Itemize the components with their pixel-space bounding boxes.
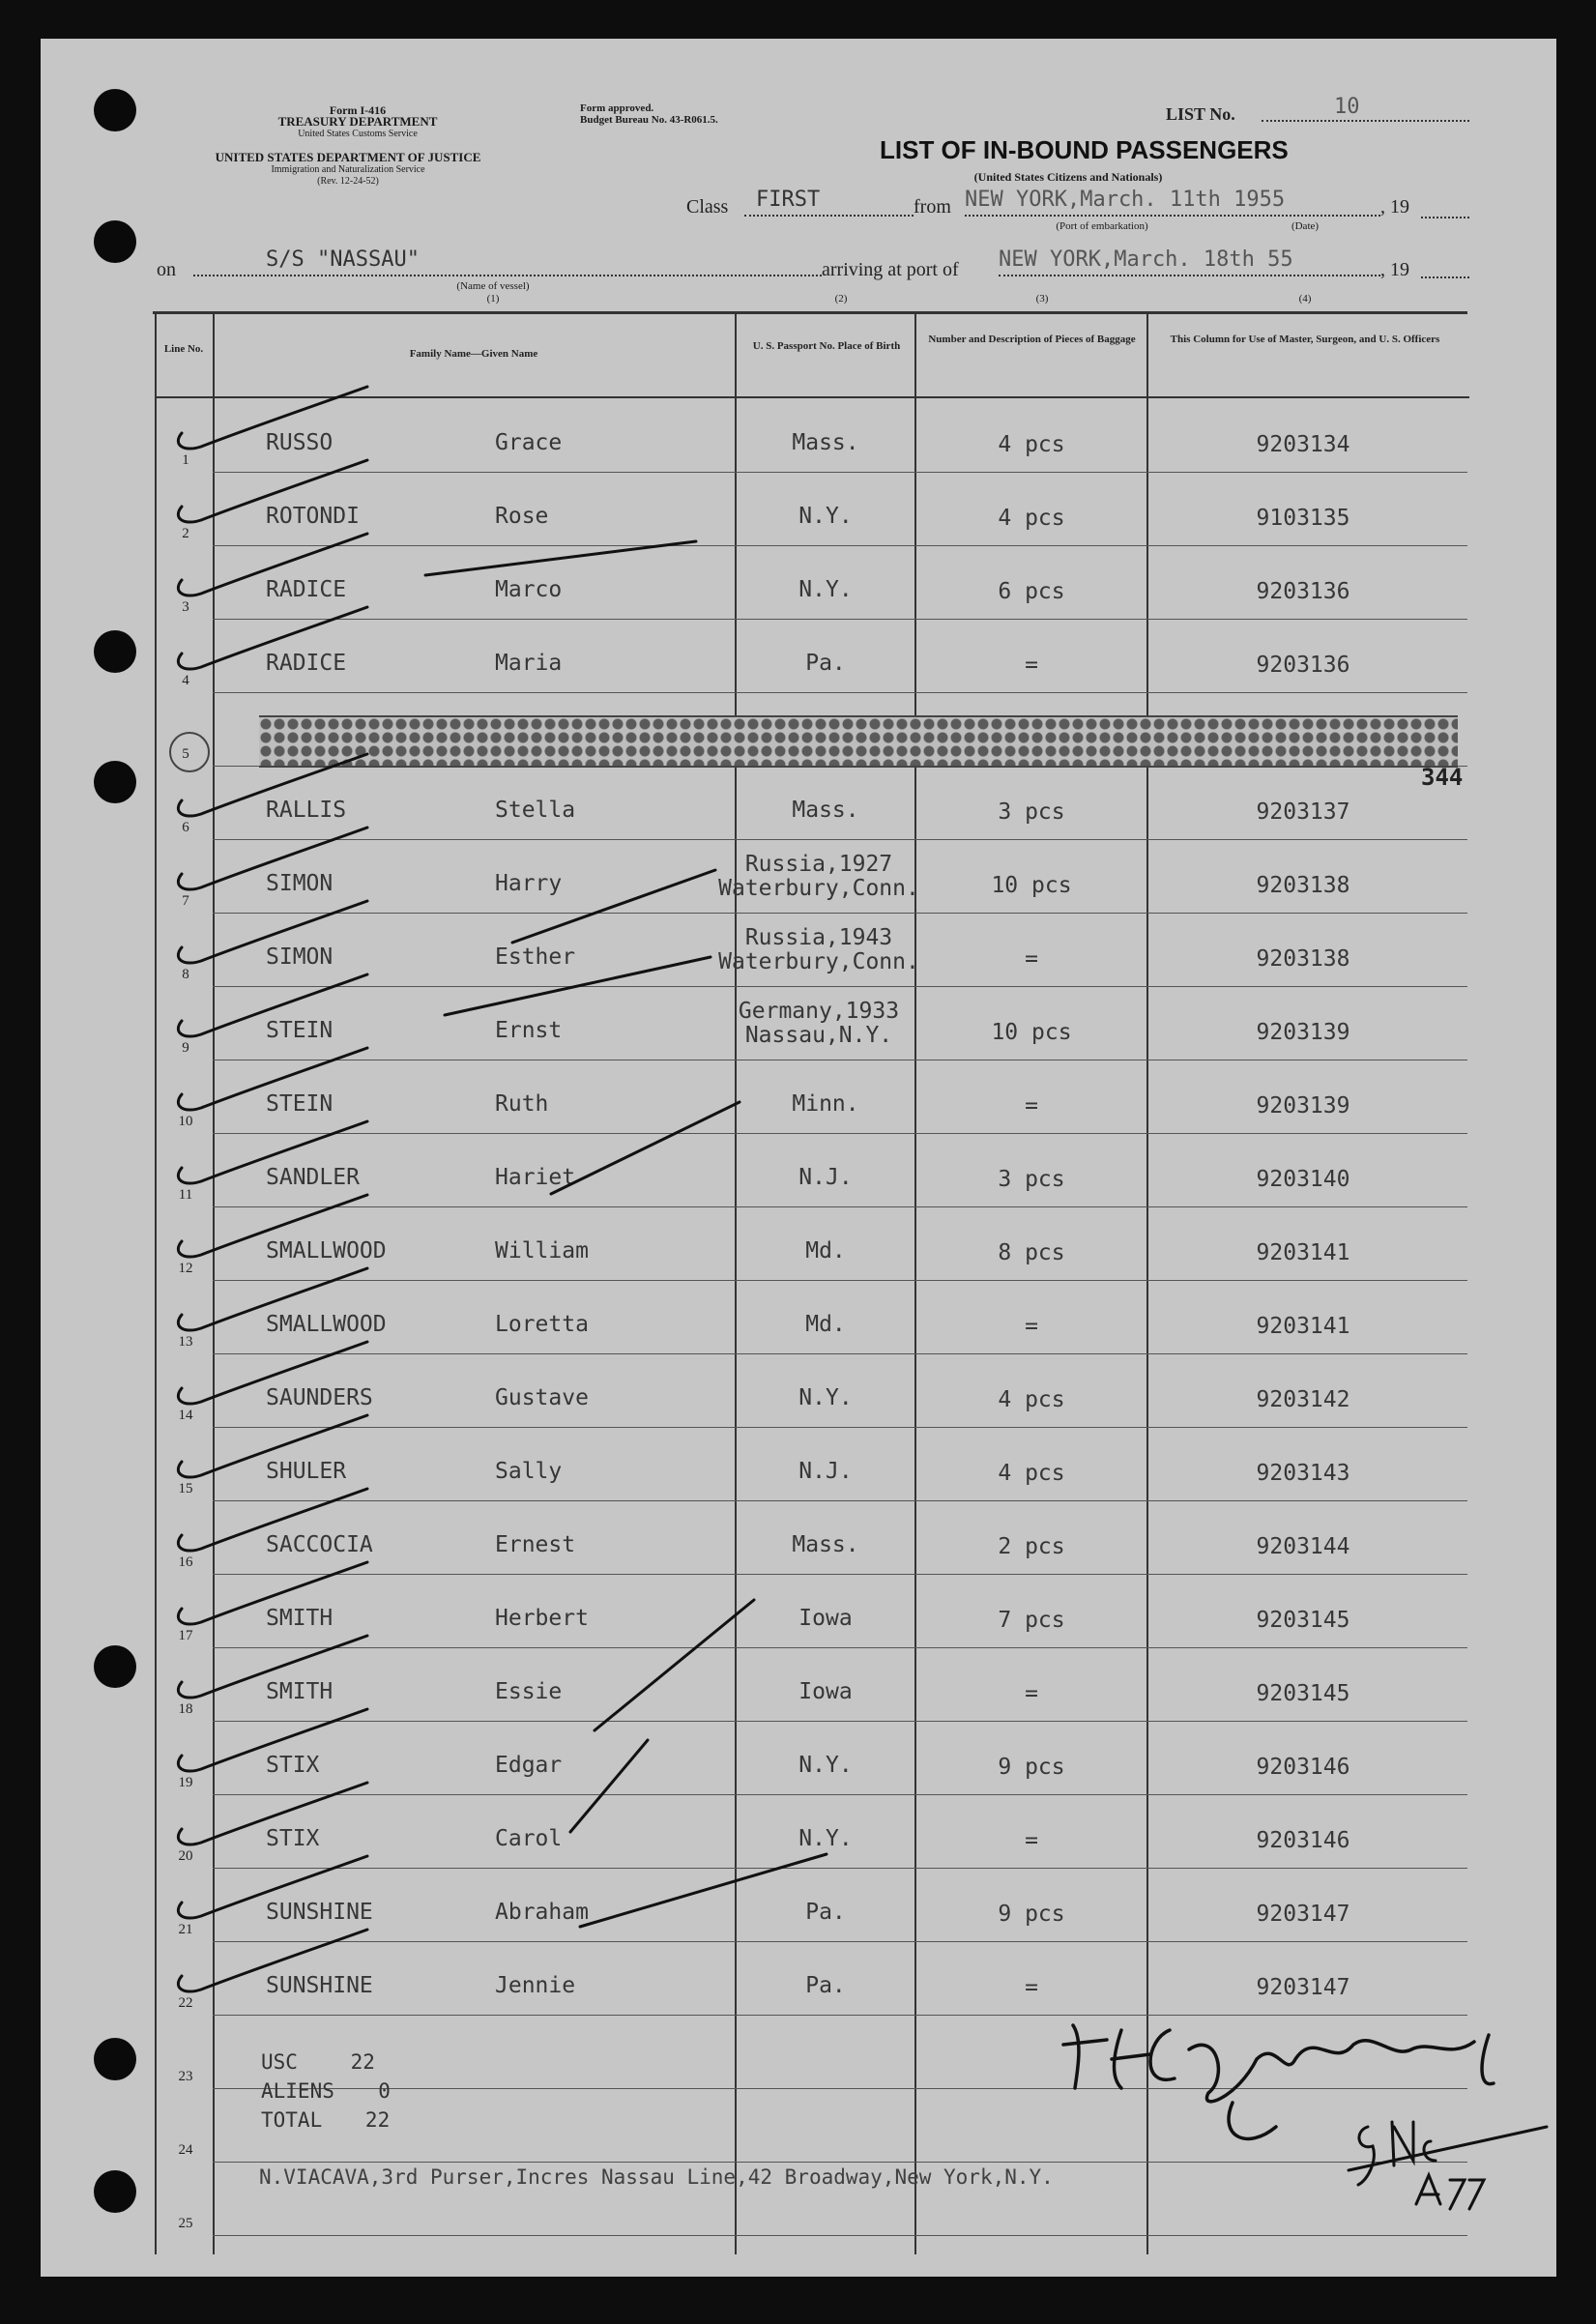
baggage-count: 3 pcs	[998, 799, 1065, 825]
place-of-birth-city: Waterbury,Conn.	[718, 876, 919, 901]
given-name: Jennie	[495, 1973, 576, 1998]
given-name: Ruth	[495, 1091, 549, 1117]
officer-code: 9203145	[1256, 1681, 1350, 1706]
place-of-birth: Mass.	[792, 798, 859, 823]
place-of-birth: Mass.	[792, 430, 859, 455]
family-name: SIMON	[266, 944, 334, 970]
baggage-count: 10 pcs	[991, 873, 1072, 898]
customs-service: United States Customs Service	[298, 129, 418, 139]
revision: (Rev. 12-24-52)	[317, 176, 379, 187]
check-mark	[178, 387, 367, 449]
place-of-birth-city: Nassau,N.Y.	[744, 1023, 893, 1048]
check-mark	[178, 754, 367, 816]
family-name: STEIN	[266, 1091, 334, 1117]
total-count: 22	[364, 2108, 391, 2132]
place-of-birth: Pa.	[805, 1900, 846, 1925]
check-mark	[178, 1415, 367, 1477]
place-of-birth: Pa.	[805, 651, 846, 676]
check-mark	[178, 1783, 367, 1845]
header-line-no: Line No.	[163, 343, 204, 355]
place-of-birth: Iowa	[798, 1606, 853, 1631]
line-number: 17	[178, 1628, 193, 1643]
justice-dept: UNITED STATES DEPARTMENT OF JUSTICE	[215, 150, 481, 164]
header-officers: This Column for Use of Master, Surgeon, and U. S. Officers	[1170, 334, 1440, 345]
given-name: Abraham	[495, 1900, 589, 1925]
given-name: Essie	[495, 1679, 563, 1704]
line-number: 23	[178, 2069, 193, 2084]
officer-code: 9203139	[1256, 1020, 1350, 1045]
ins-service: Immigration and Naturalization Service	[271, 164, 425, 175]
check-mark	[178, 1268, 367, 1330]
usc-count: 22	[350, 2050, 375, 2074]
baggage-count: =	[1025, 653, 1038, 678]
form-number: Form I-416	[329, 103, 387, 117]
place-of-birth: N.Y.	[798, 504, 853, 529]
line-number: 4	[182, 673, 189, 688]
line-number: 21	[178, 1922, 193, 1937]
arriving-label: arriving at port of	[822, 259, 959, 280]
check-mark	[178, 901, 367, 963]
check-mark	[178, 1930, 367, 1991]
line-number: 11	[178, 1187, 193, 1203]
check-mark	[178, 828, 367, 889]
check-mark	[178, 1048, 367, 1110]
line-number: 6	[182, 820, 189, 835]
given-name: Marco	[495, 577, 563, 602]
line-number: 7	[182, 893, 189, 909]
year-suffix-2: , 19	[1380, 259, 1409, 280]
officer-code: 9203144	[1256, 1534, 1350, 1559]
check-mark	[178, 534, 367, 596]
header-passport: U. S. Passport No. Place of Birth	[752, 340, 901, 352]
officer-code: 9203143	[1256, 1461, 1350, 1486]
baggage-count: =	[1025, 1093, 1038, 1118]
line-number: 20	[178, 1848, 193, 1864]
place-of-birth: N.Y.	[798, 577, 853, 602]
line-number: 15	[178, 1481, 193, 1496]
line-number: 22	[178, 1995, 193, 2011]
list-no-label: LIST No.	[1166, 104, 1235, 124]
family-name: RALLIS	[266, 798, 347, 823]
slash-mark	[512, 870, 715, 943]
baggage-count: =	[1025, 1975, 1038, 2000]
given-name: Esther	[495, 944, 576, 970]
on-label: on	[157, 259, 176, 280]
place-of-birth: Russia,1927	[744, 852, 893, 877]
line-number: 1	[182, 452, 189, 468]
line-number: 18	[178, 1701, 193, 1717]
family-name: RUSSO	[266, 430, 334, 455]
officer-code: 9203146	[1256, 1828, 1350, 1853]
officer-code: 9203136	[1256, 579, 1350, 604]
officer-code: 9203141	[1256, 1314, 1350, 1339]
page-subtitle: (United States Citizens and Nationals)	[973, 170, 1163, 184]
line-number: 25	[178, 2216, 193, 2231]
baggage-count: =	[1025, 946, 1038, 972]
officer-code: 9203145	[1256, 1608, 1350, 1633]
baggage-count: 4 pcs	[998, 1461, 1065, 1486]
check-mark	[178, 1195, 367, 1257]
place-of-birth-city: Waterbury,Conn.	[718, 949, 919, 974]
vessel-label: (Name of vessel)	[456, 280, 530, 292]
officer-code: 9203137	[1256, 799, 1350, 825]
place-of-birth: Russia,1943	[744, 925, 893, 950]
given-name: William	[495, 1238, 589, 1264]
given-name: Gustave	[495, 1385, 589, 1410]
family-name: STIX	[266, 1753, 320, 1778]
family-name: STIX	[266, 1826, 320, 1851]
baggage-count: 7 pcs	[998, 1608, 1065, 1633]
check-mark	[178, 1489, 367, 1551]
officer-code: 9203147	[1256, 1902, 1350, 1927]
place-of-birth: N.J.	[798, 1165, 853, 1190]
header-name: Family Name—Given Name	[409, 348, 538, 360]
budget-bureau: Budget Bureau No. 43-R061.5.	[580, 114, 718, 126]
given-name: Maria	[495, 651, 563, 676]
from-label: from	[914, 196, 951, 218]
officer-code: 9203147	[1256, 1975, 1350, 2000]
line-number: 9	[182, 1040, 189, 1056]
family-name: SUNSHINE	[266, 1900, 373, 1925]
baggage-count: =	[1025, 1314, 1038, 1339]
family-name: SAUNDERS	[266, 1385, 373, 1410]
aliens-count: 0	[378, 2079, 391, 2103]
given-name: Edgar	[495, 1753, 563, 1778]
place-of-birth: Pa.	[805, 1973, 846, 1998]
line-number: 12	[178, 1261, 193, 1276]
officer-code: 9203141	[1256, 1240, 1350, 1265]
line-number: 3	[182, 599, 189, 615]
baggage-count: 10 pcs	[991, 1020, 1072, 1045]
place-of-birth: N.Y.	[798, 1826, 853, 1851]
slash-mark	[570, 1740, 648, 1832]
officer-code: 9203146	[1256, 1755, 1350, 1780]
class-value: FIRST	[744, 188, 914, 217]
place-of-birth: N.Y.	[798, 1753, 853, 1778]
slash-mark	[580, 1854, 827, 1927]
aliens-label: ALIENS	[261, 2079, 334, 2103]
form-approved: Form approved.	[580, 102, 654, 114]
family-name: SACCOCIA	[266, 1532, 373, 1557]
page-title: LIST OF IN-BOUND PASSENGERS	[880, 135, 1289, 164]
line-number: 8	[182, 967, 189, 982]
given-name: Sally	[495, 1459, 563, 1484]
slash-mark	[425, 541, 696, 575]
class-label: Class	[686, 196, 729, 218]
officer-code: 9203138	[1256, 946, 1350, 972]
check-mark	[178, 460, 367, 522]
arriving-value: NEW YORK,March. 18th 55	[999, 247, 1380, 276]
family-name: ROTONDI	[266, 504, 360, 529]
corner-mark	[1349, 2122, 1547, 2209]
baggage-count: =	[1025, 1828, 1038, 1853]
header-baggage: Number and Description of Pieces of Baggage	[928, 334, 1136, 345]
baggage-count: =	[1025, 1681, 1038, 1706]
baggage-count: 3 pcs	[998, 1167, 1065, 1192]
check-mark	[178, 1121, 367, 1183]
baggage-count: 9 pcs	[998, 1902, 1065, 1927]
baggage-count: 6 pcs	[998, 579, 1065, 604]
date-label: (Date)	[1291, 220, 1320, 232]
baggage-count: 4 pcs	[998, 1387, 1065, 1412]
given-name: Rose	[495, 504, 549, 529]
check-mark	[178, 607, 367, 669]
baggage-count: 4 pcs	[998, 432, 1065, 457]
family-name: SIMON	[266, 871, 334, 896]
margin-note: 344	[1421, 764, 1464, 791]
line-number: 14	[178, 1408, 193, 1423]
check-mark	[178, 1562, 367, 1624]
given-name: Carol	[495, 1826, 563, 1851]
line-number: 13	[178, 1334, 193, 1350]
col4-number: (4)	[1298, 293, 1312, 305]
family-name: RADICE	[266, 577, 347, 602]
family-name: SMITH	[266, 1606, 334, 1631]
baggage-count: 4 pcs	[998, 506, 1065, 531]
given-name: Grace	[495, 430, 563, 455]
line-number: 16	[178, 1554, 193, 1570]
port-embark-label: (Port of embarkation)	[1056, 220, 1148, 232]
check-mark	[178, 1856, 367, 1918]
family-name: SHULER	[266, 1459, 347, 1484]
col2-number: (2)	[834, 293, 848, 305]
baggage-count: 2 pcs	[998, 1534, 1065, 1559]
col3-number: (3)	[1035, 293, 1049, 305]
slash-mark	[551, 1102, 740, 1194]
vessel-value: S/S "NASSAU"	[193, 247, 822, 276]
family-name: SMALLWOOD	[266, 1238, 387, 1264]
place-of-birth: Mass.	[792, 1532, 859, 1557]
place-of-birth: N.J.	[798, 1459, 853, 1484]
given-name: Stella	[495, 798, 576, 823]
family-name: SMITH	[266, 1679, 334, 1704]
signature	[1063, 2025, 1494, 2138]
check-mark	[178, 1709, 367, 1771]
place-of-birth: Iowa	[798, 1679, 853, 1704]
officer-code: 9203140	[1256, 1167, 1350, 1192]
slash-mark	[595, 1600, 754, 1730]
line-number: 2	[182, 526, 189, 541]
slash-mark	[445, 957, 711, 1015]
given-name: Harry	[495, 871, 563, 896]
place-of-birth: N.Y.	[798, 1385, 853, 1410]
purser-line: N.VIACAVA,3rd Purser,Incres Nassau Line,42 Broadway,New York,N.Y.	[259, 2165, 1054, 2189]
officer-code: 9203139	[1256, 1093, 1350, 1118]
col1-number: (1)	[486, 293, 500, 305]
place-of-birth: Minn.	[792, 1091, 859, 1117]
given-name: Ernst	[495, 1018, 563, 1043]
baggage-count: 9 pcs	[998, 1755, 1065, 1780]
baggage-count: 8 pcs	[998, 1240, 1065, 1265]
line-number: 5	[182, 746, 189, 762]
line-number: 10	[178, 1114, 193, 1129]
family-name: SUNSHINE	[266, 1973, 373, 1998]
family-name: RADICE	[266, 651, 347, 676]
usc-label: USC	[261, 2050, 298, 2074]
place-of-birth: Germany,1933	[738, 999, 900, 1024]
officer-code: 9203142	[1256, 1387, 1350, 1412]
check-mark	[178, 1342, 367, 1404]
family-name: STEIN	[266, 1018, 334, 1043]
officer-code: 9103135	[1256, 506, 1350, 531]
total-label: TOTAL	[261, 2108, 323, 2132]
given-name: Ernest	[495, 1532, 576, 1557]
check-mark	[178, 1636, 367, 1698]
place-of-birth: Md.	[805, 1312, 846, 1337]
from-value: NEW YORK,March. 11th 1955	[965, 188, 1380, 217]
year-suffix: , 19	[1380, 196, 1409, 218]
treasury-dept: TREASURY DEPARTMENT	[277, 114, 438, 129]
place-of-birth: Md.	[805, 1238, 846, 1264]
officer-code: 9203134	[1256, 432, 1350, 457]
check-mark	[178, 974, 367, 1036]
list-no-value: 10	[1262, 95, 1469, 122]
given-name: Herbert	[495, 1606, 589, 1631]
line-number: 24	[178, 2142, 193, 2158]
line-number: 19	[178, 1775, 193, 1790]
family-name: SMALLWOOD	[266, 1312, 387, 1337]
officer-code: 9203138	[1256, 873, 1350, 898]
given-name: Hariet	[495, 1165, 576, 1190]
officer-code: 9203136	[1256, 653, 1350, 678]
given-name: Loretta	[495, 1312, 589, 1337]
family-name: SANDLER	[266, 1165, 360, 1190]
